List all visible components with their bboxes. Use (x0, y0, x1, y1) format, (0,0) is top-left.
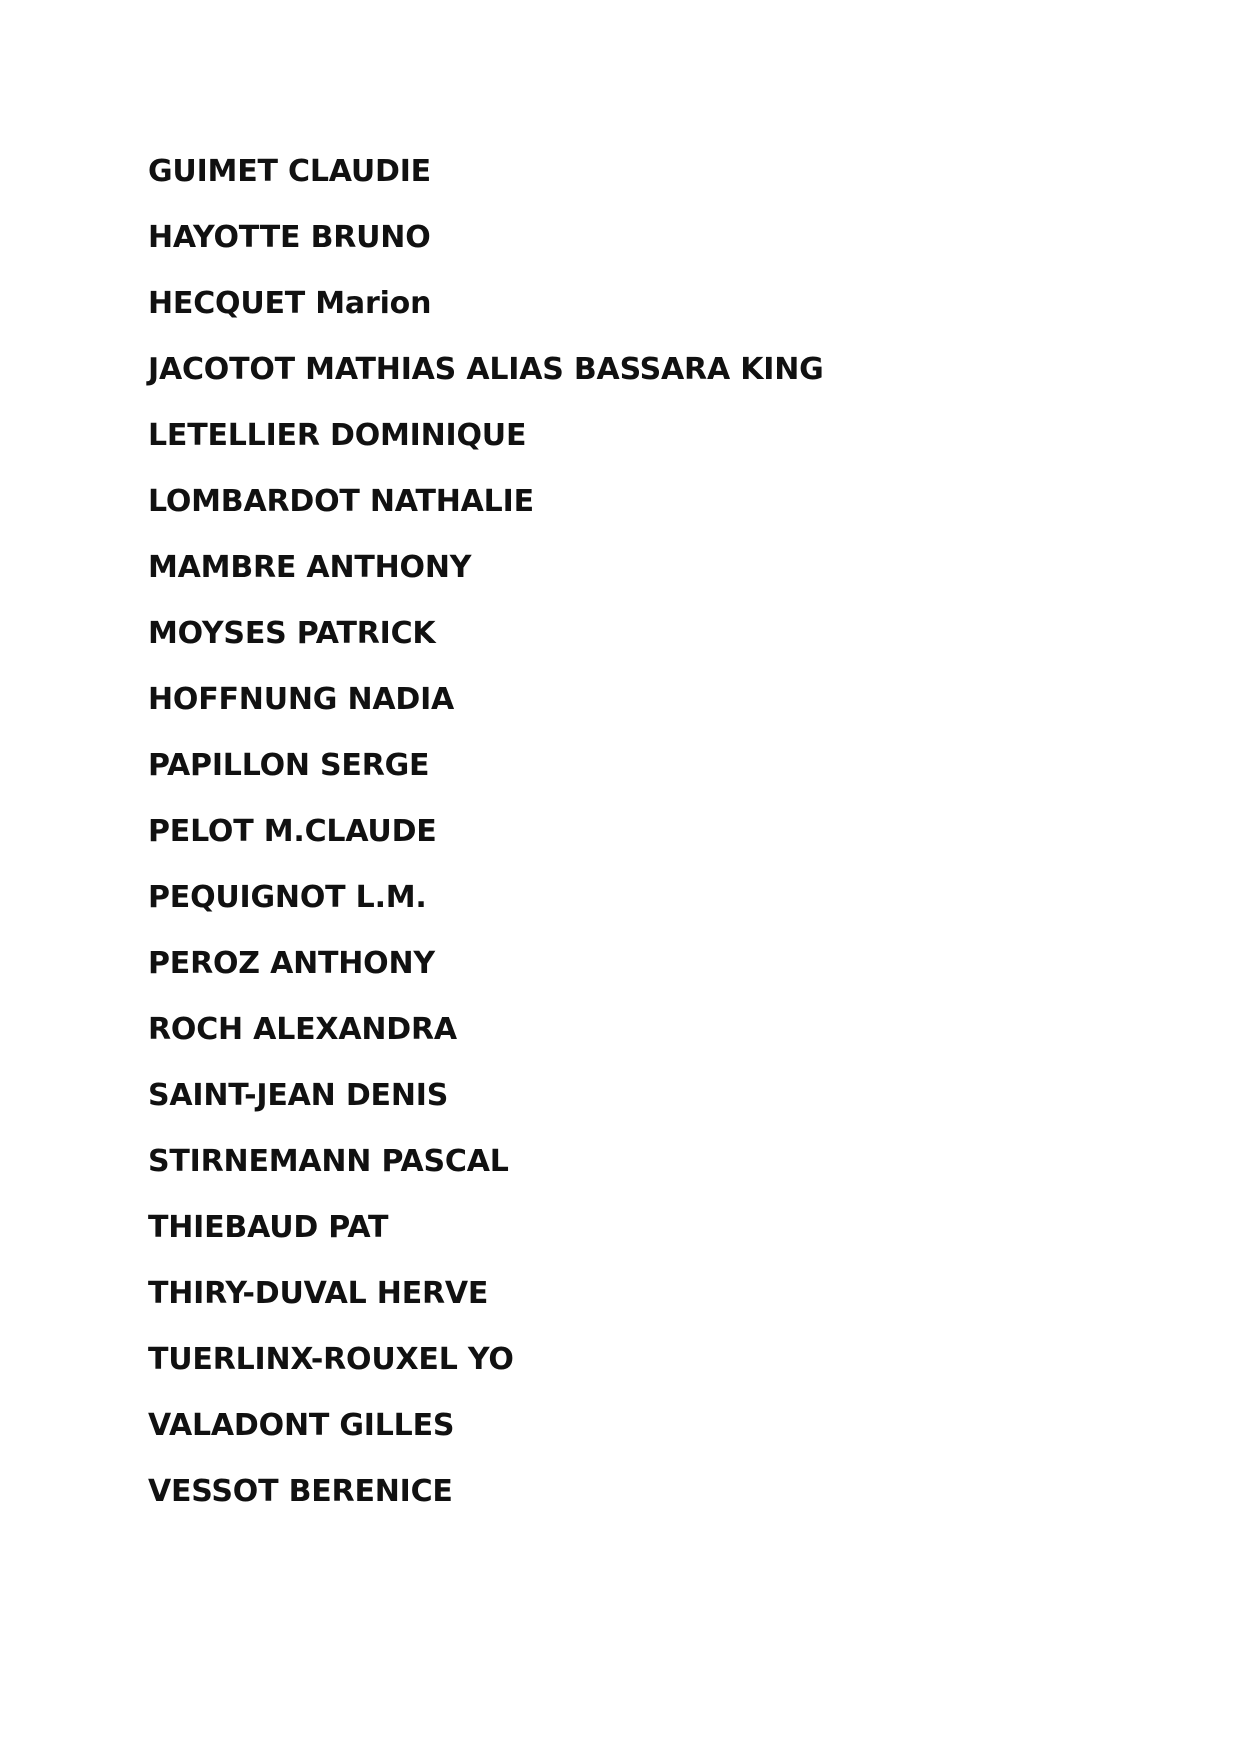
name-entry: HAYOTTE BRUNO (148, 220, 431, 255)
name-entry: PELOT M.CLAUDE (148, 814, 437, 849)
name-entry: HECQUET Marion (148, 286, 432, 321)
name-entry: THIRY-DUVAL HERVE (148, 1276, 489, 1311)
name-entry: VALADONT GILLES (148, 1408, 455, 1443)
name-entry: VESSOT BERENICE (148, 1474, 453, 1509)
name-entry: SAINT-JEAN DENIS (148, 1078, 449, 1113)
name-entry: PAPILLON SERGE (148, 748, 430, 783)
name-entry: THIEBAUD PAT (148, 1210, 389, 1245)
name-entry: LOMBARDOT NATHALIE (148, 484, 534, 519)
name-entry: LETELLIER DOMINIQUE (148, 418, 527, 453)
name-entry: JACOTOT MATHIAS ALIAS BASSARA KING (148, 352, 824, 387)
name-entry: HOFFNUNG NADIA (148, 682, 455, 717)
name-entry: PEROZ ANTHONY (148, 946, 435, 981)
name-entry: PEQUIGNOT L.M. (148, 880, 427, 915)
name-entry: TUERLINX-ROUXEL YO (148, 1342, 514, 1377)
name-entry: MOYSES PATRICK (148, 616, 436, 651)
name-entry: GUIMET CLAUDIE (148, 154, 431, 189)
name-entry: ROCH ALEXANDRA (148, 1012, 457, 1047)
name-entry: MAMBRE ANTHONY (148, 550, 472, 585)
name-entry: STIRNEMANN PASCAL (148, 1144, 509, 1179)
name-list (148, 147, 824, 1533)
